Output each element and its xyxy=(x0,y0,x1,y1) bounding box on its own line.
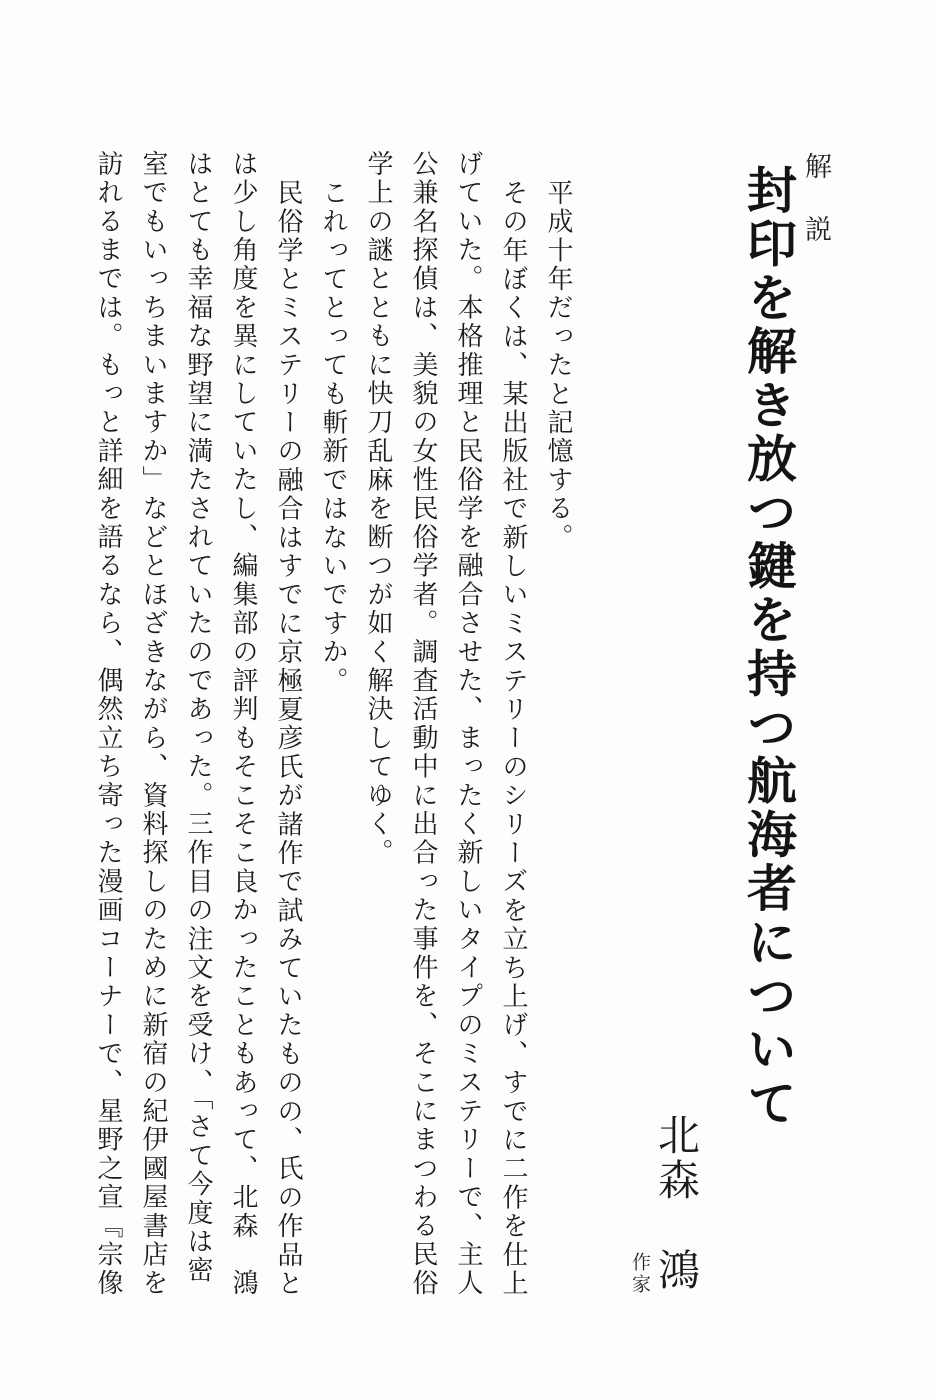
author-name: 北森 鴻 xyxy=(652,1113,698,1293)
paragraph-2: その年ぼくは、某出版社で新しいミステリーのシリーズを立ち上げ、すでに二作を仕上げていた。本格推理と民俗学を融合させた、まったく新しいタイプのミステリーで、主人公兼名探偵は、美貌の女性民俗学者。調査活動中に出合った事件を、そこにまつわる民俗学上の謎とともに快刀乱麻を断つが如く解決してゆく。 xyxy=(364,150,528,1299)
paragraph-3: これってとっても斬新ではないですか。 xyxy=(319,179,348,696)
page-title: 封印を解き放つ鍵を持つ航海者について xyxy=(740,164,796,1131)
paragraph-4: 民俗学とミステリーの融合はすでに京極夏彦氏が諸作で試みていたものの、氏の作品とは少し角度を異にしていたし、編集部の評判もそこそこ良かったこともあって、北森 鴻はとても幸福な野望に満たされていたのであった。三作目の注文を受け、「さて今度は密室でもいっちまいますか」などとほざきながら、資料探しのために新宿の紀伊國屋書店を訪れるまでは。もっと詳細を語るなら、偶然立ち寄った漫画コーナーで、星野之宣『宗像 xyxy=(94,150,303,1299)
body-text xyxy=(85,150,581,1308)
author-role: 作家 xyxy=(629,1252,650,1296)
paragraph-1: 平成十年だったと記憶する。 xyxy=(544,179,573,553)
section-label: 解説 xyxy=(801,152,831,278)
